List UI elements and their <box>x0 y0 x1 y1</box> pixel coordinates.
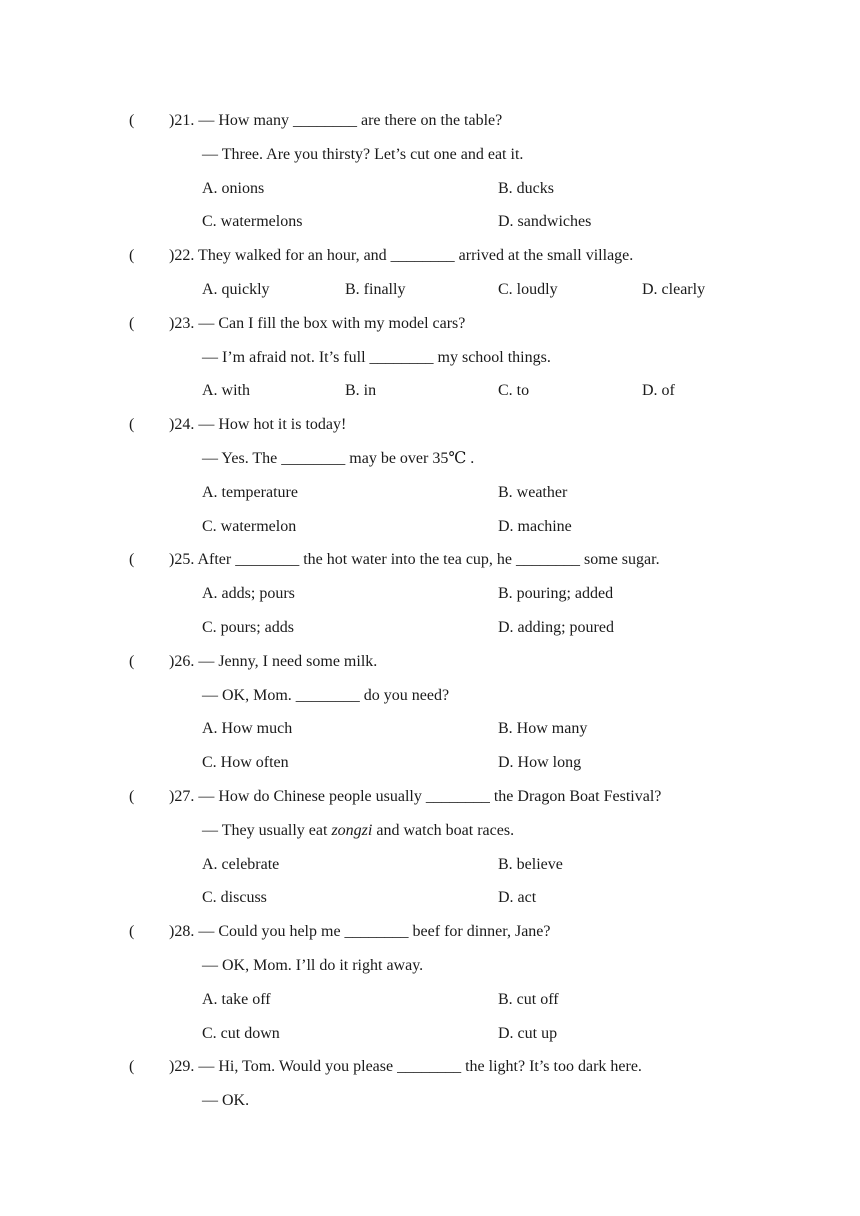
question-26-options-row-2 <box>0 746 860 780</box>
option-c[interactable]: C. to <box>498 382 530 400</box>
option-b[interactable]: B. pouring; added <box>498 585 614 603</box>
option-a[interactable]: A. with <box>202 382 250 400</box>
option-b[interactable]: B. weather <box>498 483 568 501</box>
question-27-reply-line <box>0 814 860 848</box>
question-21-options-row-2 <box>0 205 860 239</box>
question-29-reply-line <box>0 1084 860 1118</box>
question-22-stem-line <box>0 239 860 273</box>
question-28-options-row-1 <box>0 983 860 1017</box>
option-b[interactable]: B. in <box>345 382 377 400</box>
answer-bracket[interactable]: ( <box>129 787 135 805</box>
reply-text-before: — They usually eat <box>202 821 332 839</box>
reply-text-after: and watch boat races. <box>372 821 515 839</box>
option-d[interactable]: D. How long <box>498 754 582 772</box>
answer-bracket[interactable]: ( <box>129 247 135 265</box>
answer-bracket[interactable]: ( <box>129 1058 135 1076</box>
answer-bracket[interactable]: ( <box>129 652 135 670</box>
question-21-options-row-1 <box>0 172 860 206</box>
option-a[interactable]: A. quickly <box>202 280 270 298</box>
question-27-reply <box>202 814 514 848</box>
question-24-reply-line <box>0 442 860 476</box>
question-25-text: )25. After ________ the hot water into the tea cup, he ________ some sugar. <box>169 551 660 569</box>
question-26-text: )26. — Jenny, I need some milk. <box>169 652 378 670</box>
question-29-stem-line <box>0 1050 860 1084</box>
question-27-stem-line <box>0 780 860 814</box>
answer-bracket[interactable]: ( <box>129 416 135 434</box>
option-b[interactable]: B. cut off <box>498 990 559 1008</box>
answer-bracket[interactable]: ( <box>129 112 135 129</box>
question-25-options-row-1 <box>0 577 860 611</box>
question-22-text: )22. They walked for an hour, and ________ arrived at the small village. <box>169 247 634 265</box>
question-24-reply: — Yes. The ________ may be over 35℃ . <box>202 449 475 467</box>
exam-sheet <box>0 104 860 1118</box>
option-d[interactable]: D. machine <box>498 517 572 535</box>
option-c[interactable]: C. watermelons <box>202 213 303 231</box>
option-b[interactable]: B. ducks <box>498 179 554 197</box>
question-23-reply: — I’m afraid not. It’s full ________ my school things. <box>202 348 551 366</box>
question-26-options-row-1 <box>0 712 860 746</box>
question-29-reply: — OK. <box>202 1092 250 1110</box>
question-26-stem-line <box>0 645 860 679</box>
option-c[interactable]: C. loudly <box>498 280 558 298</box>
option-c[interactable]: C. pours; adds <box>202 618 294 636</box>
answer-bracket[interactable]: ( <box>129 314 135 332</box>
option-c[interactable]: C. cut down <box>202 1024 280 1042</box>
question-27-text: )27. — How do Chinese people usually ________ the Dragon Boat Festival? <box>169 787 662 805</box>
option-c[interactable]: C. How often <box>202 754 289 772</box>
option-c[interactable]: C. discuss <box>202 889 267 907</box>
question-25-stem-line <box>0 543 860 577</box>
question-28-text: )28. — Could you help me ________ beef for dinner, Jane? <box>169 923 551 941</box>
option-d[interactable]: D. act <box>498 889 537 907</box>
option-a[interactable]: A. celebrate <box>202 855 280 873</box>
question-26-reply: — OK, Mom. ________ do you need? <box>202 686 450 704</box>
question-28-reply-line <box>0 949 860 983</box>
option-d[interactable]: D. adding; poured <box>498 618 614 636</box>
question-23-reply-line <box>0 341 860 375</box>
option-d[interactable]: D. clearly <box>642 280 706 298</box>
question-26-reply-line <box>0 679 860 713</box>
option-a[interactable]: A. onions <box>202 179 265 197</box>
option-b[interactable]: B. finally <box>345 280 406 298</box>
question-28-options-row-2 <box>0 1017 860 1051</box>
question-21-reply-line <box>0 138 860 172</box>
question-23-options-row <box>0 374 860 408</box>
option-d[interactable]: D. sandwiches <box>498 213 592 231</box>
question-29-text: )29. — Hi, Tom. Would you please ________ the light? It’s too dark here. <box>169 1058 642 1076</box>
option-b[interactable]: B. How many <box>498 720 588 738</box>
question-28-stem-line <box>0 915 860 949</box>
question-27-options-row-1 <box>0 848 860 882</box>
option-d[interactable]: D. of <box>642 382 675 400</box>
question-23-stem-line <box>0 307 860 341</box>
reply-italic-word: zongzi <box>331 821 373 839</box>
question-27-options-row-2 <box>0 881 860 915</box>
question-24-options-row-1 <box>0 476 860 510</box>
option-a[interactable]: A. How much <box>202 720 293 738</box>
answer-bracket[interactable]: ( <box>129 551 135 569</box>
option-b[interactable]: B. believe <box>498 855 563 873</box>
question-23-text: )23. — Can I fill the box with my model cars? <box>169 314 466 332</box>
question-24-stem-line <box>0 408 860 442</box>
question-24-text: )24. — How hot it is today! <box>169 416 347 434</box>
option-a[interactable]: A. temperature <box>202 483 298 501</box>
question-21-reply: — Three. Are you thirsty? Let’s cut one and eat it. <box>202 145 524 163</box>
question-25-options-row-2 <box>0 611 860 645</box>
question-28-reply: — OK, Mom. I’ll do it right away. <box>202 956 424 974</box>
question-24-options-row-2 <box>0 510 860 544</box>
answer-bracket[interactable]: ( <box>129 923 135 941</box>
option-c[interactable]: C. watermelon <box>202 517 297 535</box>
question-22-options-row <box>0 273 860 307</box>
option-a[interactable]: A. adds; pours <box>202 585 295 603</box>
option-a[interactable]: A. take off <box>202 990 271 1008</box>
question-21-text: )21. — How many ________ are there on the table? <box>169 112 503 129</box>
option-d[interactable]: D. cut up <box>498 1024 558 1042</box>
question-21-stem-line <box>0 104 860 138</box>
